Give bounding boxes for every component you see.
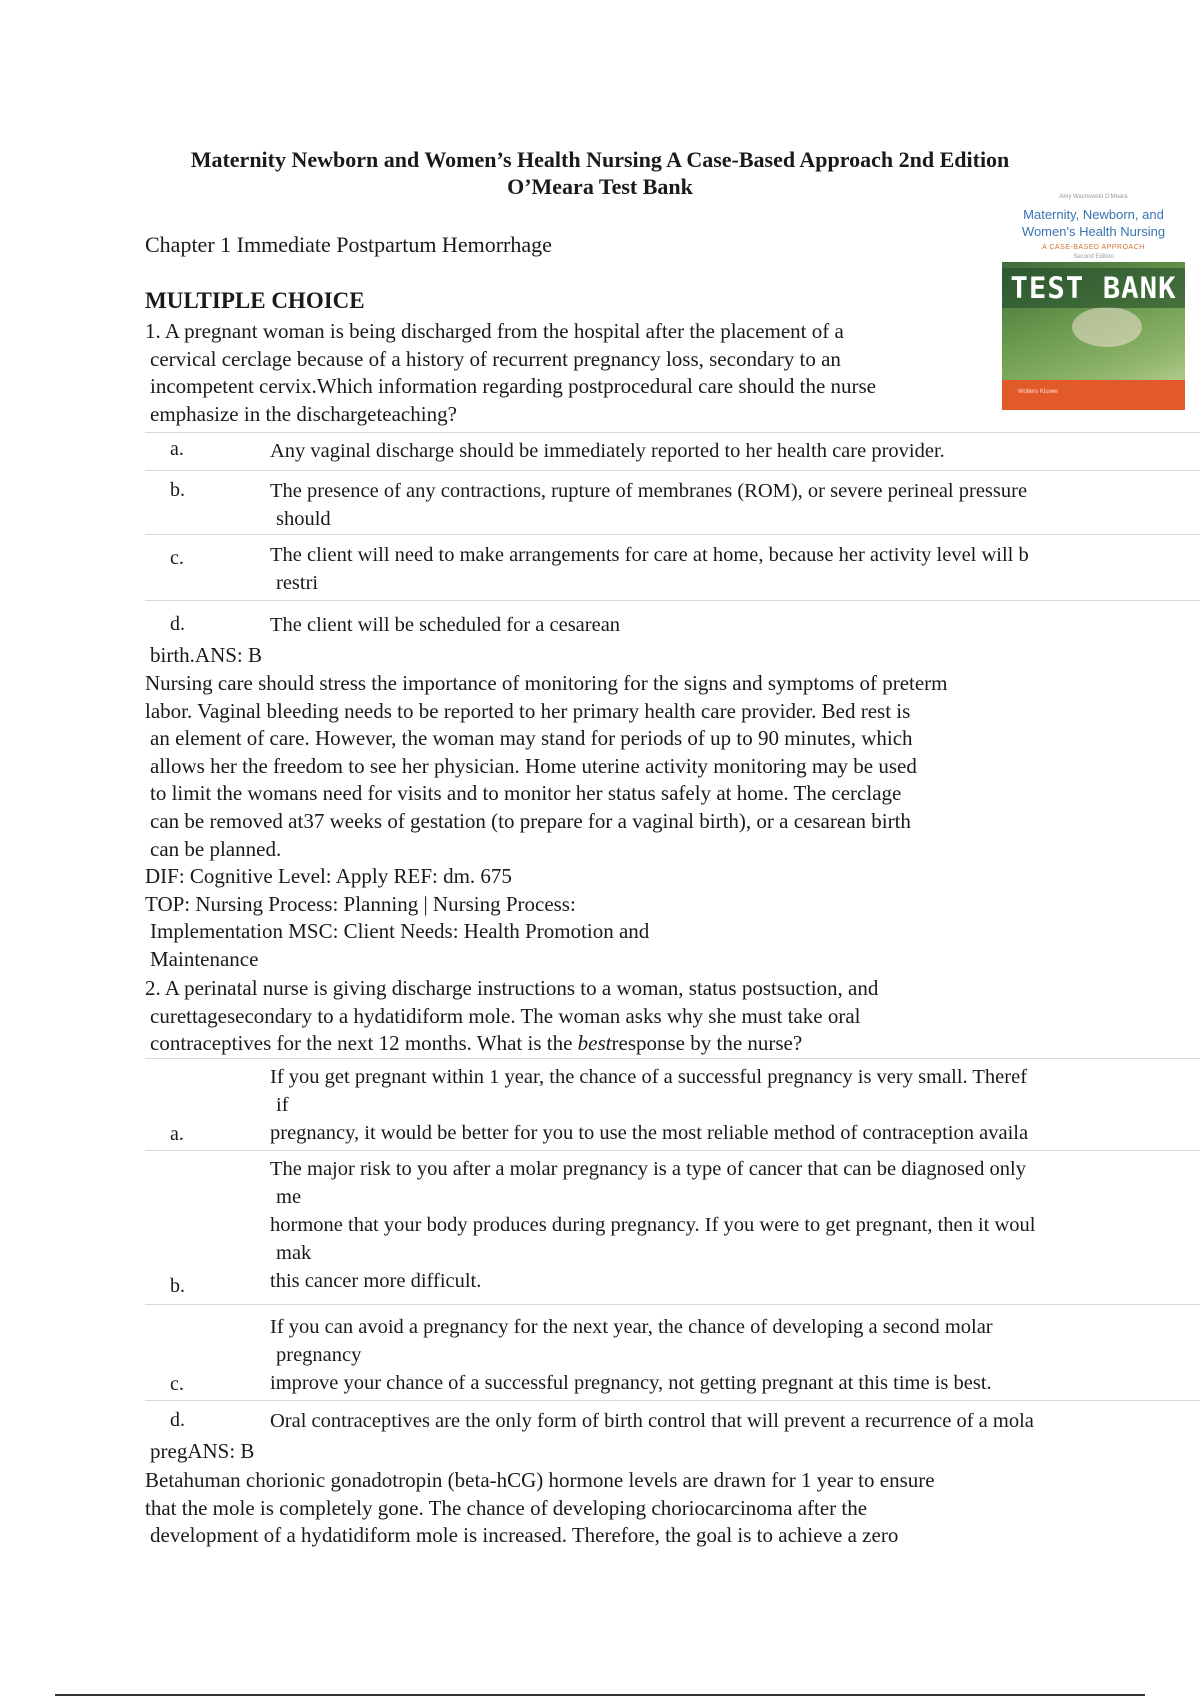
option-row (145, 1304, 1200, 1401)
option-line: this cancer more difficult. (270, 1270, 482, 1292)
cover-figure (1072, 307, 1142, 347)
option-line: pregnancy (276, 1344, 362, 1366)
stem-line (145, 1030, 878, 1058)
cover-banner: TEST BANK (1002, 268, 1185, 308)
rationale-line: to limit the womans need for visits and to monitor her status safely at home. The cerclage (150, 781, 902, 806)
rationale-line: allows her the freedom to see her physician. Home uterine activity monitoring may be used (150, 753, 917, 778)
cover-author: Amy Wachowski O'Meara (1059, 194, 1128, 200)
meta-line: TOP: Nursing Process: Planning | Nursing Process: (145, 891, 576, 916)
cover-edition: Second Edition (1073, 254, 1114, 260)
option-row (145, 534, 1200, 601)
option-line: mak (276, 1242, 312, 1264)
option-row (145, 432, 1200, 471)
option-line: The client will be scheduled for a cesarean (270, 614, 621, 636)
stem-line: cervical cerclage because of a history of recurrent pregnancy loss, secondary to an (150, 346, 841, 371)
option-line: The major risk to you after a molar pregnancy is a type of cancer that can be diagnosed only (270, 1158, 1026, 1180)
meta-line: Implementation MSC: Client Needs: Health Promotion and (150, 919, 650, 944)
question-1-meta (145, 863, 649, 973)
stem-line: emphasize in the dischargeteaching? (150, 401, 457, 426)
stem-emphasis: best (577, 1031, 612, 1056)
cover-title-line-2: Women's Health Nursing (1021, 224, 1166, 239)
question-2-rationale (145, 1467, 935, 1550)
page-bottom-rule (55, 1694, 1145, 1696)
document-title (100, 146, 1100, 200)
rationale-line: an element of care. However, the woman may stand for periods of up to 90 minutes, which (150, 726, 913, 751)
option-text (270, 437, 945, 465)
stem-text: response by the nurse? (611, 1031, 803, 1056)
stem-line: curettagesecondary to a hydatidiform mole. The woman asks why she must take oral (150, 1003, 861, 1028)
title-line-2: O’Meara Test Bank (507, 174, 693, 199)
option-row (145, 1400, 1200, 1439)
option-line: if (276, 1094, 289, 1116)
question-2-answer: pregANS: B (150, 1439, 255, 1463)
rationale-line: Nursing care should stress the importance of monitoring for the signs and symptoms of preterm (145, 671, 948, 695)
rationale-line: that the mole is completely gone. The chance of developing choriocarcinoma after the (145, 1495, 868, 1520)
cover-title (1002, 206, 1185, 240)
option-text (270, 1155, 1036, 1295)
option-line: If you get pregnant within 1 year, the chance of a successful pregnancy is very small. Theref (270, 1066, 1028, 1088)
cover-subtitle: A CASE-BASED APPROACH (1042, 244, 1145, 251)
option-letter: b. (170, 1275, 185, 1297)
option-text (270, 1407, 1034, 1435)
stem-line: 2. A perinatal nurse is giving discharge instructions to a woman, status postsuction, and (145, 976, 879, 1000)
rationale-line: Betahuman chorionic gonadotropin (beta-hCG) hormone levels are drawn for 1 year to ensure (145, 1468, 935, 1492)
stem-text: contraceptives for the next 12 months. What is the (150, 1031, 578, 1056)
option-line: Any vaginal discharge should be immediately reported to her health care provider. (270, 440, 945, 462)
rationale-line: labor. Vaginal bleeding needs to be reported to her primary health care provider. Bed rest is (145, 698, 911, 723)
question-1-rationale (145, 670, 948, 863)
chapter-heading: Chapter 1 Immediate Postpartum Hemorrhage (145, 232, 552, 257)
option-letter: b. (170, 479, 185, 501)
option-text (270, 477, 1027, 533)
option-text (270, 541, 1029, 597)
meta-line: DIF: Cognitive Level: Apply REF: dm. 675 (145, 864, 512, 888)
question-1-answer: birth.ANS: B (150, 643, 263, 667)
option-letter: d. (170, 1409, 185, 1431)
option-line: The presence of any contractions, rupture of membranes (ROM), or severe perineal pressure (270, 480, 1028, 502)
meta-line: Maintenance (150, 946, 259, 971)
option-letter: a. (170, 1123, 184, 1145)
option-line: hormone that your body produces during pregnancy. If you were to get pregnant, then it woul (270, 1214, 1036, 1236)
question-2-stem (145, 975, 878, 1058)
book-cover-image (1002, 192, 1185, 410)
option-letter: c. (170, 547, 184, 569)
stem-line: 1. A pregnant woman is being discharged from the hospital after the placement of a (145, 319, 844, 343)
option-text (270, 1063, 1028, 1147)
option-letter: c. (170, 1373, 184, 1395)
option-letter: d. (170, 613, 185, 635)
option-row (145, 1150, 1200, 1305)
option-text (270, 611, 620, 639)
rationale-line: development of a hydatidiform mole is increased. Therefore, the goal is to achieve a zero (150, 1523, 899, 1548)
option-line: If you can avoid a pregnancy for the next year, the chance of developing a second molar (270, 1316, 993, 1338)
cover-title-line-1: Maternity, Newborn, and (1023, 207, 1164, 222)
question-1-stem (145, 318, 876, 428)
option-line: should (276, 508, 331, 530)
option-row (145, 1058, 1200, 1151)
option-line: improve your chance of a successful pregnancy, not getting pregnant at this time is best. (270, 1372, 992, 1394)
option-line: restri (276, 572, 319, 594)
stem-line: incompetent cervix.Which information regarding postprocedural care should the nurse (150, 374, 876, 399)
section-heading: MULTIPLE CHOICE (145, 288, 365, 313)
option-text (270, 1313, 993, 1397)
cover-publisher: Wolters Kluwer (1018, 389, 1059, 395)
option-line: Oral contraceptives are the only form of birth control that will prevent a recurrence of a mola (270, 1410, 1034, 1432)
rationale-line: can be planned. (150, 836, 282, 861)
option-line: me (276, 1186, 302, 1208)
option-row (145, 470, 1200, 535)
option-letter: a. (170, 438, 184, 460)
option-row (145, 600, 1200, 643)
option-line: pregnancy, it would be better for you to use the most reliable method of contraception availa (270, 1122, 1029, 1144)
option-line: The client will need to make arrangements for care at home, because her activity level will b (270, 544, 1029, 566)
rationale-line: can be removed at37 weeks of gestation (to prepare for a vaginal birth), or a cesarean birth (150, 808, 911, 833)
cover-footer (1002, 380, 1185, 410)
title-line-1: Maternity Newborn and Women’s Health Nursing A Case-Based Approach 2nd Edition (190, 147, 1010, 172)
